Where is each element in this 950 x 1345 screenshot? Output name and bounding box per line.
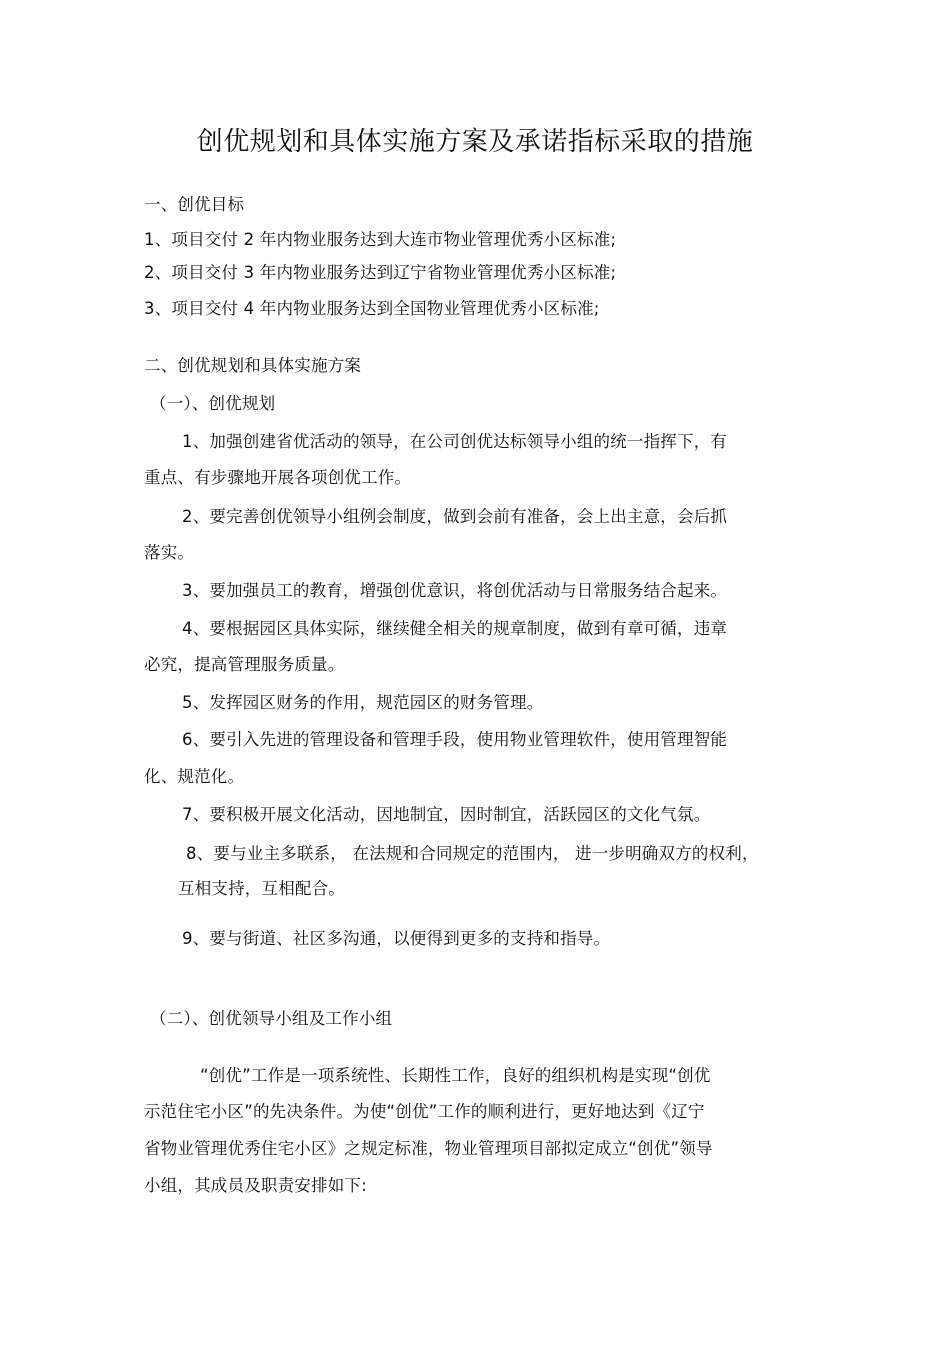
plan-line: 8、要与业主多联系， 在法规和合同规定的范围内， 进一步明确双方的权利， [186,844,759,863]
sub1-heading: （一）、创优规划 [150,394,276,413]
plan-line: 6、要引入先进的管理设备和管理手段，使用物业管理软件，使用管理智能 [182,730,728,749]
plan-line: 5、发挥园区财务的作用，规范园区的财务管理。 [182,693,544,712]
plan-line: 1、加强创建省优活动的领导，在公司创优达标领导小组的统一指挥下，有 [182,432,728,451]
plan-line: 必究，提高管理服务质量。 [144,655,345,674]
plan-line: 9、要与街道、社区多沟通，以便得到更多的支持和指导。 [182,929,611,948]
plan-line: 互相支持，互相配合。 [178,879,345,898]
plan-line: 2、要完善创优领导小组例会制度，做到会前有准备，会上出主意，会后抓 [182,507,728,526]
sub2-heading: （二）、创优领导小组及工作小组 [150,1009,393,1028]
section1-heading: 一、创优目标 [144,195,245,214]
document-title: 创优规划和具体实施方案及承诺指标采取的措施 [196,127,754,157]
plan-line: 7、要积极开展文化活动，因地制宜，因时制宜，活跃园区的文化气氛。 [182,805,711,824]
plan-line: 4、要根据园区具体实际，继续健全相关的规章制度，做到有章可循，违章 [182,619,728,638]
org-line: “创优”工作是一项系统性、长期性工作，良好的组织机构是实现“创优 [200,1066,711,1085]
org-line: 示范住宅小区”的先决条件。为使“创优”工作的顺利进行，更好地达到《辽宁 [144,1102,705,1121]
plan-line: 落实。 [144,543,195,562]
goal-item-3: 3、项目交付 4 年内物业服务达到全国物业管理优秀小区标准; [144,299,600,318]
org-line: 小组，其成员及职责安排如下: [144,1176,367,1195]
plan-line: 3、要加强员工的教育，增强创优意识，将创优活动与日常服务结合起来。 [182,581,728,600]
plan-line: 化、规范化。 [144,767,245,786]
goal-item-1: 1、项目交付 2 年内物业服务达到大连市物业管理优秀小区标准; [144,230,617,249]
plan-line: 重点、有步骤地开展各项创优工作。 [144,468,412,487]
goal-item-2: 2、项目交付 3 年内物业服务达到辽宁省物业管理优秀小区标准; [144,263,617,282]
org-line: 省物业管理优秀住宅小区》之规定标准，物业管理项目部拟定成立“创优”领导 [144,1139,713,1158]
section2-heading: 二、创优规划和具体实施方案 [144,356,362,375]
